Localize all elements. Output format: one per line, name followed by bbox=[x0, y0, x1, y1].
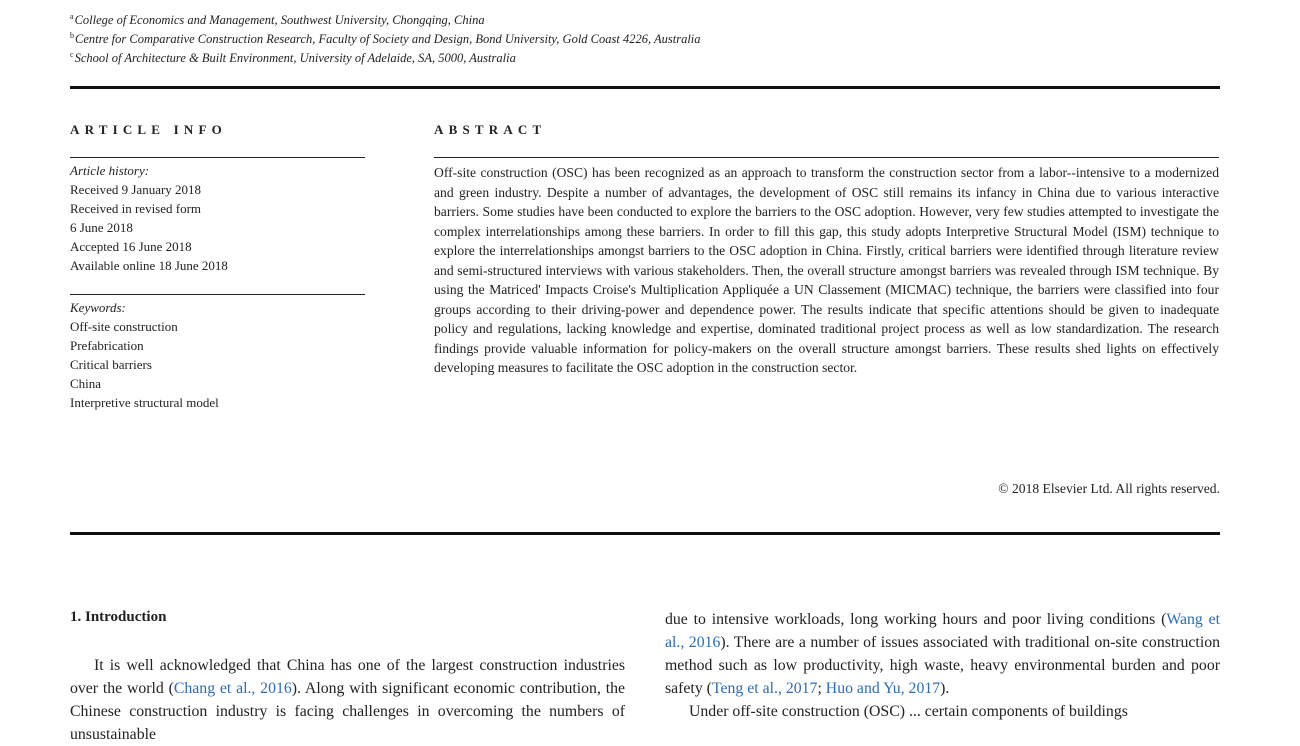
affiliation-text: Centre for Comparative Construction Research, Faculty of Society and Design, Bond University, Gold Coast 4226, Australia bbox=[75, 32, 701, 47]
keyword-item: Interpretive structural model bbox=[70, 395, 219, 410]
affiliation-mark: b bbox=[70, 31, 74, 40]
history-line: Received 9 January 2018 bbox=[70, 182, 202, 197]
history-line: Received in revised form bbox=[70, 201, 202, 216]
keyword-item: Critical barriers bbox=[70, 357, 152, 372]
affiliation-a bbox=[70, 12, 485, 28]
intro-text: ). bbox=[940, 680, 950, 697]
history-line: 6 June 2018 bbox=[70, 220, 133, 235]
intro-text: It is well acknowledged that China has one of the largest construction industries over the world ( bbox=[70, 657, 625, 697]
citation-link[interactable]: Chang et al., 2016 bbox=[173, 680, 292, 697]
history-line: Available online 18 June 2018 bbox=[70, 258, 228, 273]
copyright-notice: © 2018 Elsevier Ltd. All rights reserved. bbox=[998, 481, 1220, 496]
abstract-bottom-rule bbox=[70, 532, 1220, 535]
abstract-heading: ABSTRACT bbox=[434, 122, 547, 137]
affiliation-text: College of Economics and Management, Southwest University, Chongqing, China bbox=[74, 13, 485, 28]
header-rule bbox=[70, 86, 1220, 89]
section-title-introduction: 1. Introduction bbox=[70, 609, 167, 625]
keywords-label: Keywords: bbox=[70, 300, 126, 315]
affiliation-mark: c bbox=[70, 50, 74, 59]
affiliation-mark: a bbox=[70, 12, 74, 21]
affiliation-c bbox=[70, 50, 516, 66]
intro-text: ). Along with significant economic contribution, the Chinese construction industry is facing challenges in overcoming the numbers of unsustainable bbox=[70, 680, 625, 743]
article-info-divider bbox=[70, 157, 365, 158]
history-line: Accepted 16 June 2018 bbox=[70, 239, 192, 254]
keyword-item: Prefabrication bbox=[70, 338, 144, 353]
citation-link[interactable]: Huo and Yu, 2017 bbox=[825, 680, 941, 697]
affiliation-b bbox=[70, 31, 701, 47]
keywords-divider bbox=[70, 294, 365, 295]
affiliation-text: School of Architecture & Built Environment, University of Adelaide, SA, 5000, Australia bbox=[74, 51, 516, 66]
intro-text: Under off-site construction (OSC) ... certain components of buildings bbox=[689, 703, 1128, 720]
keyword-item: Off-site construction bbox=[70, 319, 178, 334]
citation-link[interactable]: Wang et al., 2016 bbox=[665, 611, 1220, 651]
abstract-divider bbox=[434, 157, 1219, 158]
history-label: Article history: bbox=[70, 163, 150, 178]
citation-link[interactable]: Teng et al., 2017 bbox=[711, 680, 818, 697]
keyword-item: China bbox=[70, 376, 102, 391]
intro-right-column bbox=[665, 608, 1220, 723]
intro-text: ; bbox=[817, 680, 826, 697]
abstract-body: Off-site construction (OSC) has been recognized as an approach to transform the construction sector from a labor--intensive to a modernized and green industry. Despite a number of advantages, the development of OSC still remains its infancy in China due to various interactive barriers. Some studies have been conducted to explore the barriers to the OSC adoption. However, very few studies attempted to investigate the complex interrelationships among these barriers. In order to fill this gap, this study adopts Interpretive Structural Model (ISM) technique to explore the interrelationships amongst barriers to the OSC adoption in China. Firstly, critical barriers were identified through literature review and semi-structured interviews with various stakeholders. Then, the overall structure amongst barriers was revealed through ISM technique. By using the Matriced' Impacts Croise's Multiplication Appliquée a UN Classement (MICMAC) technique, the barriers were classified into four groups according to their driving-power and dependence power. The results indicate that specific attentions should be given to inadequate policy and regulations, lacking knowledge and expertise, dominated traditional project process as well as low standardization. The research findings provide valuable information for policy-makers on the overall structure amongst barriers. These results shed lights on effectively developing measures to facilitate the OSC adoption in the construction sector. bbox=[434, 165, 1219, 376]
article-info-heading: ARTICLE INFO bbox=[70, 122, 227, 137]
intro-left-column bbox=[70, 654, 625, 746]
intro-text: due to intensive workloads, long working hours and poor living conditions ( bbox=[665, 611, 1167, 628]
intro-text: ). There are a number of issues associated with traditional on-site construction method such as low productivity, high waste, heavy environmental burden and poor safety ( bbox=[665, 634, 1221, 697]
